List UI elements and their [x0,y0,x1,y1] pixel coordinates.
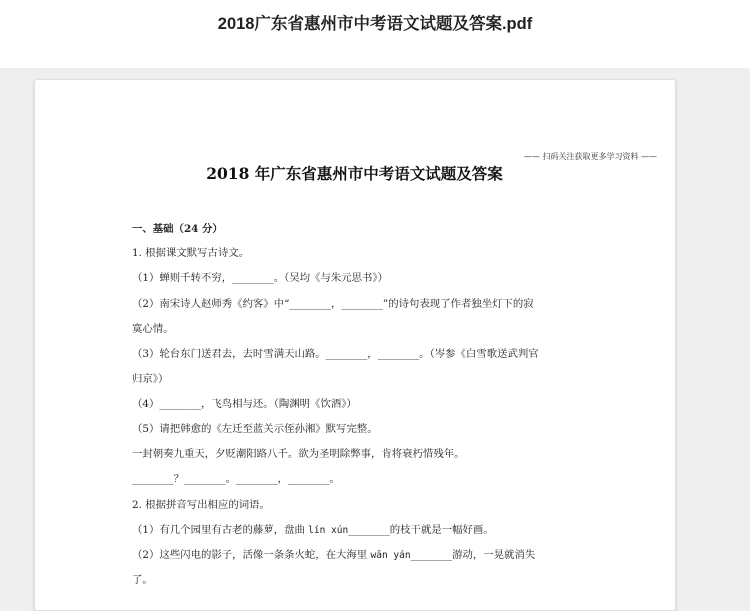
question-2-1-post: ________的枝干就是一幅好画。 [348,524,494,536]
question-1-4: （4）________，飞鸟相与还。（陶渊明《饮酒》） [132,398,357,410]
question-1-5: （5）请把韩愈的《左迁至蓝关示侄孙湘》默写完整。 [132,423,378,435]
question-1-2-cont: 寞心情。 [132,323,174,335]
top-bar [0,0,750,68]
question-2-2-post: ________游动，一晃就消失 [410,549,536,561]
poem-blanks: ________？________。________，________。 [132,473,340,485]
question-1: 1. 根据课文默写古诗文。 [132,247,250,259]
document-title: 2018广东省惠州市中考语文试题及答案.pdf [217,15,533,33]
page-heading: 2018 年广东省惠州市中考语文试题及答案 [206,164,503,183]
question-1-2: （2）南宋诗人赵师秀《约客》中“________，________”的诗句表现了作者独坐灯下的寂 [132,298,534,310]
question-2-1-pre: （1）有几个园里有古老的藤萝，盘曲 [132,524,309,536]
poem-line: 一封朝奏九重天，夕贬潮阳路八千。欲为圣明除弊事，肯将衰朽惜残年。 [132,448,465,460]
pinyin-lin-xun: lín xún [308,525,349,536]
section-heading: 一、基础（24 分） [132,223,223,235]
question-2-2-cont: 了。 [132,574,153,586]
question-2: 2. 根据拼音写出相应的词语。 [132,499,270,511]
question-2-2-pre: （2）这些闪电的影子，活像一条条火蛇，在大海里 [132,549,371,561]
question-1-3: （3）轮台东门送君去，去时雪满天山路。________，________。（岑参《白雪歌送武判官 [132,348,539,360]
question-2-1 [132,521,494,536]
question-1-3-cont: 归京》） [132,373,169,385]
pdf-page [34,79,676,611]
promo-text: —— 扫码关注获取更多学习资料 —— [523,152,657,161]
question-1-1: （1）蝉则千转不穷，________。（吴均《与朱元思书》） [132,272,388,284]
pinyin-wan-yan: wān yán [370,550,411,561]
question-2-2 [132,546,535,561]
